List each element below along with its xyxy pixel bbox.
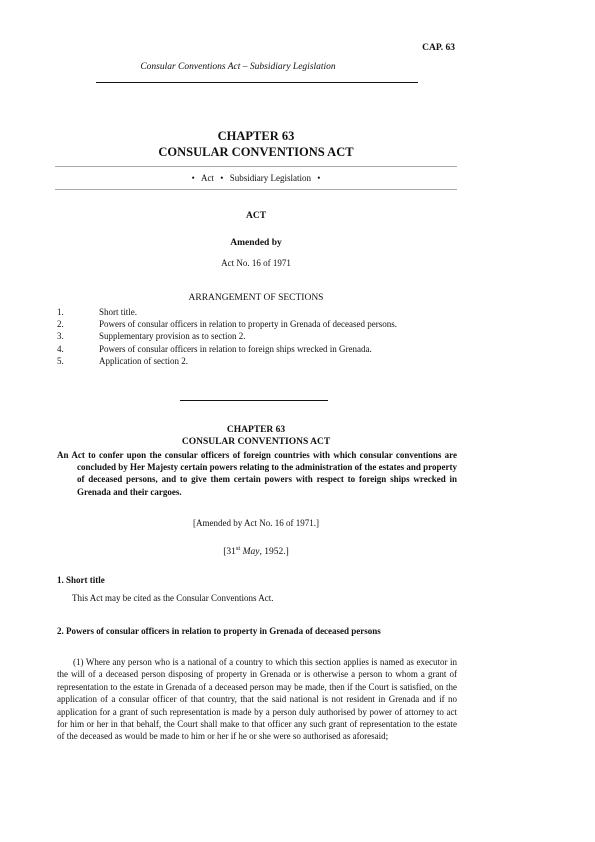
arrangement-item[interactable] [57,343,457,355]
section-number: 5. [57,355,64,366]
commencement-date [55,545,457,557]
date-month: May [242,547,260,558]
section-number: 3. [57,331,64,342]
body-title [55,424,457,448]
section-number: 2. [57,319,64,330]
section-title: Short title. [99,307,137,317]
chapter-number: CHAPTER 63 [217,129,295,143]
section-divider [180,400,328,401]
body-act-name: CONSULAR CONVENTIONS ACT [181,437,331,447]
arrangement-item[interactable] [57,355,457,367]
chapter-name: CONSULAR CONVENTIONS ACT [158,145,354,159]
header-rule [96,82,418,83]
running-title: Consular Conventions Act – Subsidiary Legislation [140,62,336,72]
amending-act-number: Act No. 16 of 1971 [221,258,291,268]
arrangement-item[interactable] [57,306,457,318]
nav-link-subsidiary-legislation[interactable]: Subsidiary Legislation [229,173,311,183]
section-1-heading: 1. Short title [57,575,105,585]
date-close: , 1952.] [259,547,289,558]
bullet-icon: • [317,173,321,183]
nav-links [55,173,457,183]
section-title: Powers of consular officers in relation to foreign ships wrecked in Grenada. [99,343,372,354]
nav-bottom-rule [55,189,457,190]
long-title: An Act to confer upon the consular officers of foreign countries with which consular conventions are concluded by Her Majesty certain powers relating to the administration of the estates and property of deceased persons, and to give them certain powers with respect to foreign ships wrecked in Grenada and their cargoes. [57,450,457,497]
section-2-text: (1) Where any person who is a national of a country to which this section applies is named as executor in the will of a deceased person disposing of property in Grenada or is otherwise a person to whom a grant of representation to the estate in Grenada of a deceased person may be made, then if the Court is satisfied, on the application of a consular officer of that country, that the said national is not resident in Grenada and if no application for a grant of such representation is made by a person duly authorised by power of attorney to act for him or her in that behalf, the Court shall make to that officer any such grant of representation to the estate of the deceased as would be made to him or her if he or she were so authorised as aforesaid; [57,657,457,742]
date-ordinal: st [235,545,241,552]
nav-link-act[interactable]: Act [201,173,215,183]
arrangement-heading: ARRANGEMENT OF SECTIONS [188,293,324,303]
amended-by-label: Amended by [230,238,282,248]
section-number: 1. [57,307,64,317]
page-title [55,128,457,160]
section-number: 4. [57,343,64,354]
section-1-text: This Act may be cited as the Consular Conventions Act. [72,593,274,603]
section-2-heading: 2. Powers of consular officers in relation to property in Grenada of deceased persons [57,626,381,636]
section-title: Application of section 2. [99,355,188,366]
bullet-icon: • [220,173,224,183]
date-open: [31 [223,547,236,558]
nav-top-rule [55,166,457,167]
bullet-icon: • [191,173,195,183]
body-chapter-number: CHAPTER 63 [226,425,286,435]
section-title: Supplementary provision as to section 2. [99,331,246,342]
arrangement-item[interactable] [57,330,457,342]
section-title: Powers of consular officers in relation to property in Grenada of deceased persons. [99,319,397,330]
chapter-cap-label: CAP. 63 [422,43,455,53]
arrangement-item[interactable] [57,318,457,330]
act-label: ACT [245,211,267,221]
amendment-note: [Amended by Act No. 16 of 1971.] [193,518,319,528]
arrangement-list [57,306,457,367]
